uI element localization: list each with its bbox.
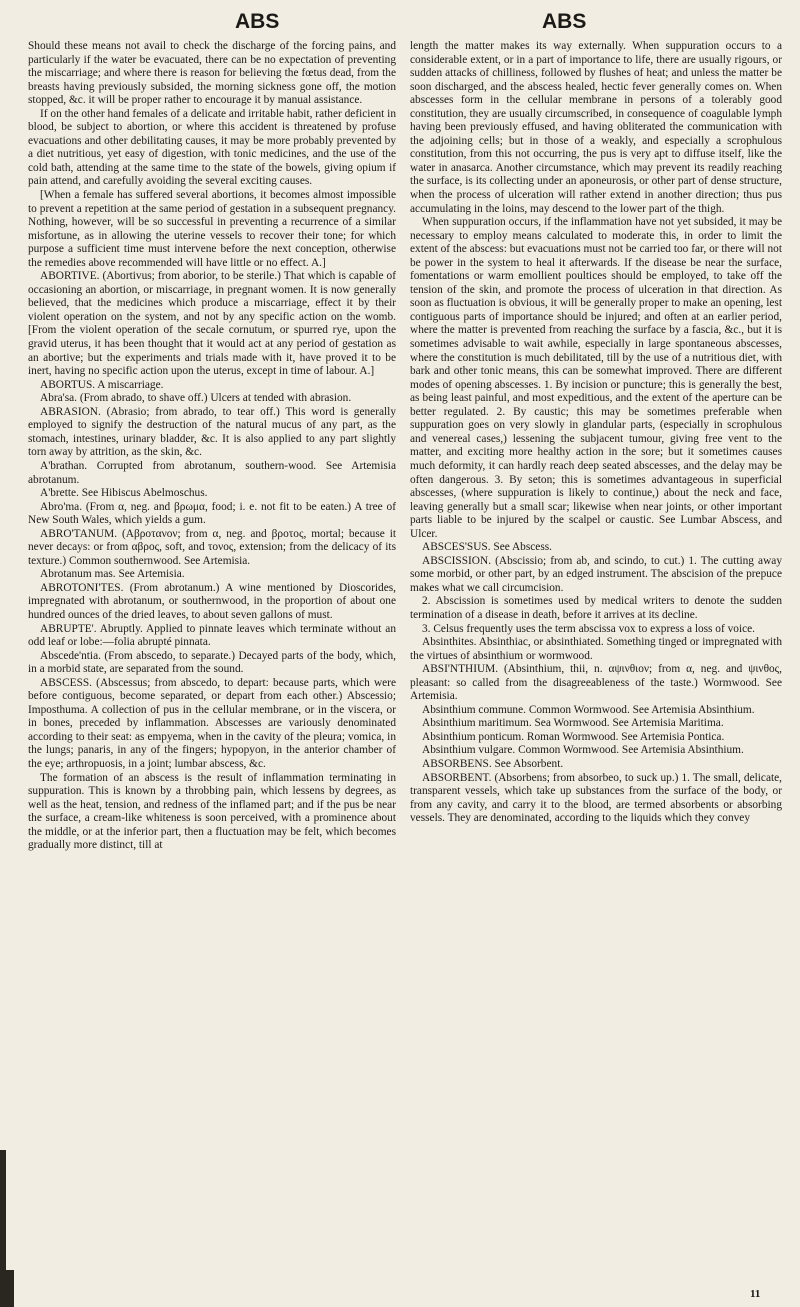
right-column-paragraph: length the matter makes its way externally. When suppuration occurs to a considerable extent, or in a part of importance to life, there are usually rigours, or sudden attacks of chilliness, followed by flushes of heat; and unless the matter be soon discharged, and the abscess healed, hectic fever generally comes on. When abscesses form in the cellular membrane in persons of a tolerably good constitution, they are usually circumscribed, in consequence of coagulable lymph having been previously effused, and having obliterated the communication with the adjoining cells; but in those of a weakly, and especially a scrophulous constitution, from this not occurring, the pus is very apt to diffuse itself, like the water in anasarca. Another circumstance, which may prevent its readily reaching the surface, is its collecting under an aponeurosis, or other part of dense structure, when the process of ulceration will rather extend in another direction; thus pus accumulating in the loins, may descend to the lower part of the thigh.	[410, 40, 782, 215]
right-column-paragraph: Absinthium ponticum. Roman Wormwood. See Artemisia Pontica.	[422, 730, 725, 743]
page-number: 11	[750, 1288, 761, 1300]
left-column-paragraph: [When a female has suffered several abortions, it becomes almost impossible to prevent a repetition at the same period of gestation in a subsequent pregnancy. Nothing, however, will be so successful in preventing a recurrence of a similar misfortune, as in allowing the uterine vessels to recover their tone; for which purpose a sufficient time must intervene before the next conception, otherwise the remedies above recommended will have little or no effect. A.]	[28, 189, 396, 269]
left-column-paragraph: ABRO'TANUM. (Αβροτανον; from α, neg. and βροτος, mortal; because it never decays: or from αβρος, soft, and τονος, extension; from the delicacy of its texture.) Common southernwood. See Artemisia.	[28, 527, 396, 567]
right-column	[410, 40, 782, 826]
left-column-paragraph: ABRASION. (Abrasio; from abrado, to tear off.) This word is generally employed to signify the destruction of the natural mucus of any part, as the stomach, intestines, urinary bladder, &c. It is also applied to any part slightly torn away by attrition, as the skin, &c.	[28, 405, 396, 459]
left-column-paragraph: The formation of an abscess is the result of inflammation terminating in suppuration. This is known by a throbbing pain, which lessens by degrees, as well as the heat, tension, and redness of the inflamed part; and if the pus be near the surface, a cream-like whiteness is soon perceived, with a prominence about the middle, or at the inferior part, then a fluctuation may be felt, which becomes gradually more distinct, till at	[28, 771, 396, 852]
left-column-paragraph: Abscede'ntia. (From abscedo, to separate.) Decayed parts of the body, which, in a morbid state, are separated from the sound.	[28, 649, 396, 676]
right-column-paragraph: When suppuration occurs, if the inflammation have not yet subsided, it may be necessary to employ means calculated to moderate this, in order to limit the extent of the abscess: but evacuations must not be carried too far, or there will not be power in the system to heal it afterwards. If the disease be near the surface, fomentations or warm emollient poultices should be employed, to take off the tension of the skin, and promote the process of ulceration in that direction. As soon as fluctuation is obvious, it will be generally proper to make an opening, lest contiguous parts of importance should be injured; and often at an earlier period, where the matter is prevented from reaching the surface by a fascia, &c., but it is sometimes advisable to wait awhile, especially in large spontaneous abscesses, where the constitution is much debilitated, till by the use of a nutritious diet, with bark and other tonic means, this can be somewhat improved. There are different modes of opening abscesses. 1. By incision or puncture; this is generally the best, as being least painful, and most expeditious, and the extent of the aperture can be better regulated. 2. By caustic; this may be sometimes preferable when suppuration goes on very slowly in glandular parts, (especially in scrophulous and venereal cases,) lessening the subjacent tumour, giving free vent to the matter, and exciting more healthy action in the sore; but it sometimes causes much deformity, it can hardly reach deep seated abscesses, and the delay may be often dangerous. 3. By seton; this is sometimes advantageous in superficial abscesses, (where suppuration is likely to continue,) about the neck and face, leaving generally but a small scar; likewise when near joints, or other important parts liable to be injured by the scalpel or caustic. See Lumbar Abscess, and Ulcer.	[410, 216, 782, 540]
right-column-paragraph: Absinthites. Absinthiac, or absinthiated. Something tinged or impregnated with the virtues of absinthium or wormwood.	[410, 636, 782, 662]
right-column-paragraph: Absinthium maritimum. Sea Wormwood. See Artemisia Maritima.	[422, 717, 724, 730]
left-column-paragraph: Abrotanum mas. See Artemisia.	[40, 568, 185, 581]
left-column	[28, 40, 396, 853]
left-column-paragraph: ABSCESS. (Abscessus; from abscedo, to depart: because parts, which were before contiguous, become separated, or depart from each other.) Abscessio; Imposthuma. A collection of pus in the cellular membrane, or in the viscera, or in bones, preceded by inflammation. Abscesses are variously denominated according to their seat: as empyema, when in the cavity of the pleura; vomica, in the lungs; panaris, in any of the fingers; hypopyon, in the anterior chamber of the eye; arthropuosis, in a joint; lumbar abscess, &c.	[28, 676, 396, 770]
left-column-paragraph: If on the other hand females of a delicate and irritable habit, rather deficient in blood, be subject to abortion, or where this accident is threatened by profuse evacuations and other debilitating causes, it may be more probably prevented by a diet nutritious, yet easy of digestion, with tonic medicines, and the use of the cold bath, attending at the same time to the state of the bowels, giving opium if pain attend, and carefully avoiding the several exciting causes.	[28, 107, 396, 188]
right-column-paragraph: Absinthium commune. Common Wormwood. See Artemisia Absinthium.	[422, 703, 755, 716]
left-column-paragraph: A'brathan. Corrupted from abrotanum, southern-wood. See Artemisia abrotanum.	[28, 459, 396, 486]
left-column-paragraph: ABRUPTE'. Abruptly. Applied to pinnate leaves which terminate without an odd leaf or lobe:—folia abrupté pinnata.	[28, 622, 396, 649]
running-head-left: ABS	[235, 10, 280, 33]
right-column-paragraph: 3. Celsus frequently uses the term abscissa vox to express a loss of voice.	[422, 622, 755, 635]
left-column-paragraph: A'brette. See Hibiscus Abelmoschus.	[40, 487, 208, 500]
right-column-paragraph: ABSCISSION. (Abscissio; from ab, and scindo, to cut.) 1. The cutting away some morbid, or other part, by an edged instrument. The abscision of the prepuce makes what we call circumcision.	[410, 554, 782, 594]
left-column-paragraph: Abro'ma. (From α, neg. and βρωμα, food; i. e. not fit to be eaten.) A tree of New South Wales, which yields a gum.	[28, 500, 396, 527]
right-column-paragraph: ABSCES'SUS. See Abscess.	[422, 541, 552, 554]
right-column-paragraph: ABSORBENS. See Absorbent.	[422, 757, 564, 770]
left-column-paragraph: ABORTUS. A miscarriage.	[40, 378, 164, 391]
left-column-paragraph: ABROTONI'TES. (From abrotanum.) A wine mentioned by Dioscorides, impregnated with abrotanum, or southernwood, in the proportion of about one hundred ounces of the dried leaves, to about seven gallons of must.	[28, 581, 396, 621]
right-column-paragraph: 2. Abscission is sometimes used by medical writers to denote the sudden termination of a disease in death, before it arrives at its decline.	[410, 595, 782, 621]
right-column-paragraph: Absinthium vulgare. Common Wormwood. See Artemisia Absinthium.	[422, 744, 744, 757]
right-column-paragraph: ABSORBENT. (Absorbens; from absorbeo, to suck up.) 1. The small, delicate, transparent vessels, which take up substances from the surface of the body, or from any cavity, and carry it to the blood, are termed absorbents or absorbing vessels. They are denominated, according to the liquids which they convey	[410, 771, 782, 825]
left-column-paragraph: Should these means not avail to check the discharge of the forcing pains, and particularly if the water be evacuated, there can be no expectation of preventing the miscarriage; and where there is reason for believing the fœtus dead, from the breasts having previously subsided, the morning sickness gone off, the motion stopped, &c. it will be proper rather to encourage it by manual assistance.	[28, 40, 396, 107]
running-head-right: ABS	[542, 10, 587, 33]
left-column-paragraph: Abra'sa. (From abrado, to shave off.) Ulcers at tended with abrasion.	[40, 392, 352, 405]
running-head	[0, 10, 800, 40]
scan-edge-shadow-bottom	[0, 1270, 14, 1307]
left-column-paragraph: ABORTIVE. (Abortivus; from aborior, to be sterile.) That which is capable of occasioning an abortion, or miscarriage, in pregnant women. It is now generally believed, that the medicines which produce a miscarriage, effect it by their violent operation on the system, and not by any specific action on the womb. [From the violent operation of the secale cornutum, or spurred rye, upon the gravid uterus, it has been thought that it would act at any period of gestation as an abortive; but the experiments and trials made with it, have proved it to be inert, having no specific action upon the uterus, except in time of labour. A.]	[28, 270, 396, 378]
right-column-paragraph: ABSI'NTHIUM. (Absinthium, thii, n. αψινθιον; from α, neg. and ψινθος, pleasant: so called from the disagreeableness of the taste.) Wormwood. See Artemisia.	[410, 663, 782, 703]
